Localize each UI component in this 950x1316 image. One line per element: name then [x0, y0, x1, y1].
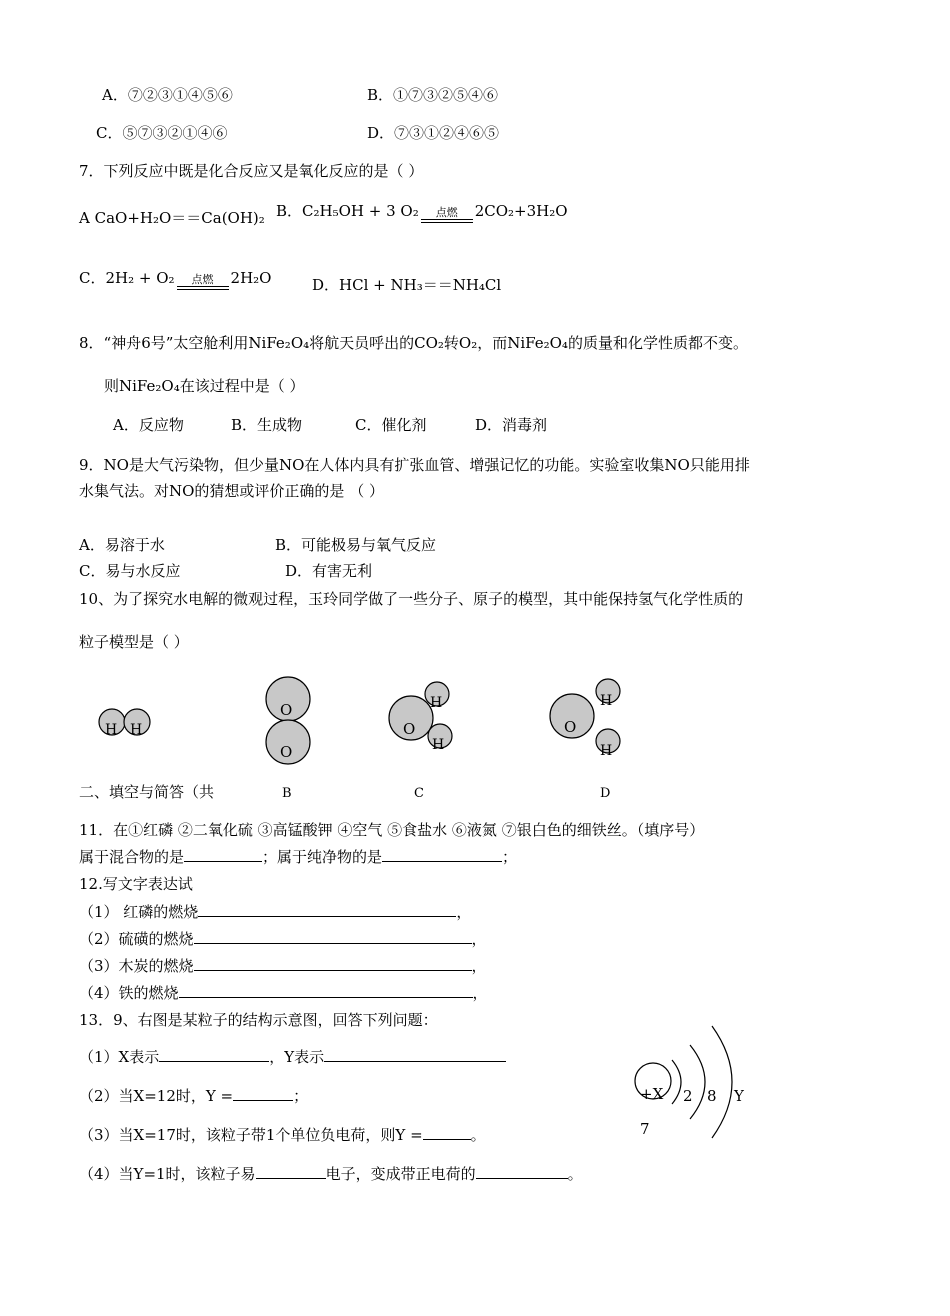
comma: ，: [471, 930, 487, 948]
q11-pure-label: ；属于纯净物的是: [262, 848, 383, 866]
q9-stem: 9．NO是大气污染物，但少量NO在人体内具有扩张血管、增强记忆的功能。实验室收集NO只能用排: [79, 456, 750, 474]
atom-o-label: O: [280, 743, 293, 761]
electron-shell-1: [672, 1060, 681, 1104]
electron-shell-3: [712, 1026, 732, 1138]
model-label-b: B: [282, 786, 292, 801]
q13-p1-label-y: ，Y表示: [269, 1048, 325, 1066]
q7-option-d: D．HCl + NH₃＝＝NH₄Cl: [312, 276, 502, 294]
q13-p4-label: （4）当Y=1时，该粒子易: [79, 1165, 256, 1183]
atom-h-label: H: [432, 737, 445, 753]
model-label-c: C: [414, 786, 424, 801]
q11-stem: 11．在①红磷 ②二氧化硫 ③高锰酸钾 ④空气 ⑤食盐水 ⑥液氮 ⑦银白色的细铁丝。（填序号）: [79, 821, 705, 839]
shell-2-electrons: 8: [707, 1087, 717, 1105]
condition-label: 点燃: [435, 206, 458, 219]
q6-option-a: A．⑦②③①④⑤⑥: [102, 86, 233, 104]
atom-h-label: H: [600, 743, 613, 759]
atom-h-label: H: [600, 693, 613, 709]
q6-option-d: D．⑦③①②④⑥⑤: [367, 124, 500, 142]
q9-option-b: B．可能极易与氧气反应: [275, 536, 437, 554]
q8-stem: 8．“神舟6号”太空舱利用NiFe₂O₄将航天员呼出的CO₂转O₂，而NiFe₂O₄的质量和化学性质都不变。: [79, 334, 748, 352]
q13-p2-label: （2）当X=12时，Y =: [79, 1087, 234, 1105]
comma: ，: [456, 903, 472, 921]
comma: ，: [472, 984, 488, 1002]
q13-p2-end: ；: [293, 1087, 309, 1105]
atom-o-label: O: [403, 720, 416, 738]
q7-stem: 7．下列反应中既是化合反应又是氧化反应的是（ ）: [79, 162, 424, 180]
atom-o-label: O: [280, 701, 293, 719]
q10-stem: 10、为了探究水电解的微观过程，玉玲同学做了一些分子、原子的模型，其中能保持氢气化学性质的: [79, 590, 744, 608]
q8-option-c: C．催化剂: [355, 416, 427, 434]
q13-p3-label: （3）当X=17时，该粒子带1个单位负电荷，则Y =: [79, 1126, 423, 1144]
q8-stem-2: 则NiFe₂O₄在该过程中是（ ）: [104, 377, 305, 395]
q13-p4-end: 。: [567, 1165, 583, 1183]
q12-item-label: （3）木炭的燃烧: [79, 957, 194, 975]
q11-mixture-label: 属于混合物的是: [79, 848, 185, 866]
q7-option-b-right: 2CO₂+3H₂O: [474, 202, 568, 220]
q10-stem-2: 粒子模型是（ ）: [79, 633, 189, 651]
q9-option-d: D．有害无利: [285, 562, 373, 580]
condition-label: 点燃: [191, 273, 214, 286]
electron-shell-2: [690, 1045, 705, 1119]
q13-stem: 13．9、右图是某粒子的结构示意图，回答下列问题：: [79, 1011, 438, 1029]
q8-option-a: A．反应物: [113, 416, 184, 434]
q8-option-d: D．消毒剂: [475, 416, 548, 434]
section-2-heading: 二、填空与简答（共: [79, 783, 215, 801]
nucleus-charge: +X: [640, 1085, 664, 1103]
q7-option-c-left: C．2H₂ + O₂: [79, 269, 175, 287]
q12-item-label: （4）铁的燃烧: [79, 984, 179, 1002]
q9-option-a: A．易溶于水: [79, 536, 165, 554]
q8-option-b: B．生成物: [231, 416, 303, 434]
q9-option-c: C．易与水反应: [79, 562, 181, 580]
atom-h-label: H: [430, 695, 443, 711]
q7-option-a: A CaO+H₂O＝＝Ca(OH)₂: [79, 209, 265, 227]
q13-p4-label-2: 电子，变成带正电荷的: [325, 1165, 476, 1183]
q12-item-label: （1） 红磷的燃烧: [79, 903, 199, 921]
shell-1-electrons: 2: [683, 1087, 693, 1105]
q9-stem-2: 水集气法。对NO的猜想或评价正确的是 （ ）: [79, 482, 384, 500]
q13-p3-end: 。: [470, 1126, 486, 1144]
q7-option-b-left: B．C₂H₅OH + 3 O₂: [276, 202, 419, 220]
model-label-d: D: [600, 786, 611, 801]
q13-p1-label: （1）X表示: [79, 1048, 160, 1066]
shell-3-electrons: Y: [734, 1087, 744, 1105]
atom-o-label: O: [564, 718, 577, 736]
comma: ，: [471, 957, 487, 975]
q12-stem: 12.写文字表达试: [79, 875, 193, 893]
q12-item-label: （2）硫磺的燃烧: [79, 930, 194, 948]
q6-option-b: B．①⑦③②⑤④⑥: [367, 86, 499, 104]
q7-option-c-right: 2H₂O: [230, 269, 272, 287]
q6-option-c: C．⑤⑦③②①④⑥: [96, 124, 228, 142]
stray-number: 7: [640, 1120, 650, 1138]
q11-end: ；: [502, 848, 518, 866]
atom-h-label: H: [130, 722, 143, 738]
atom-h-label: H: [105, 722, 118, 738]
